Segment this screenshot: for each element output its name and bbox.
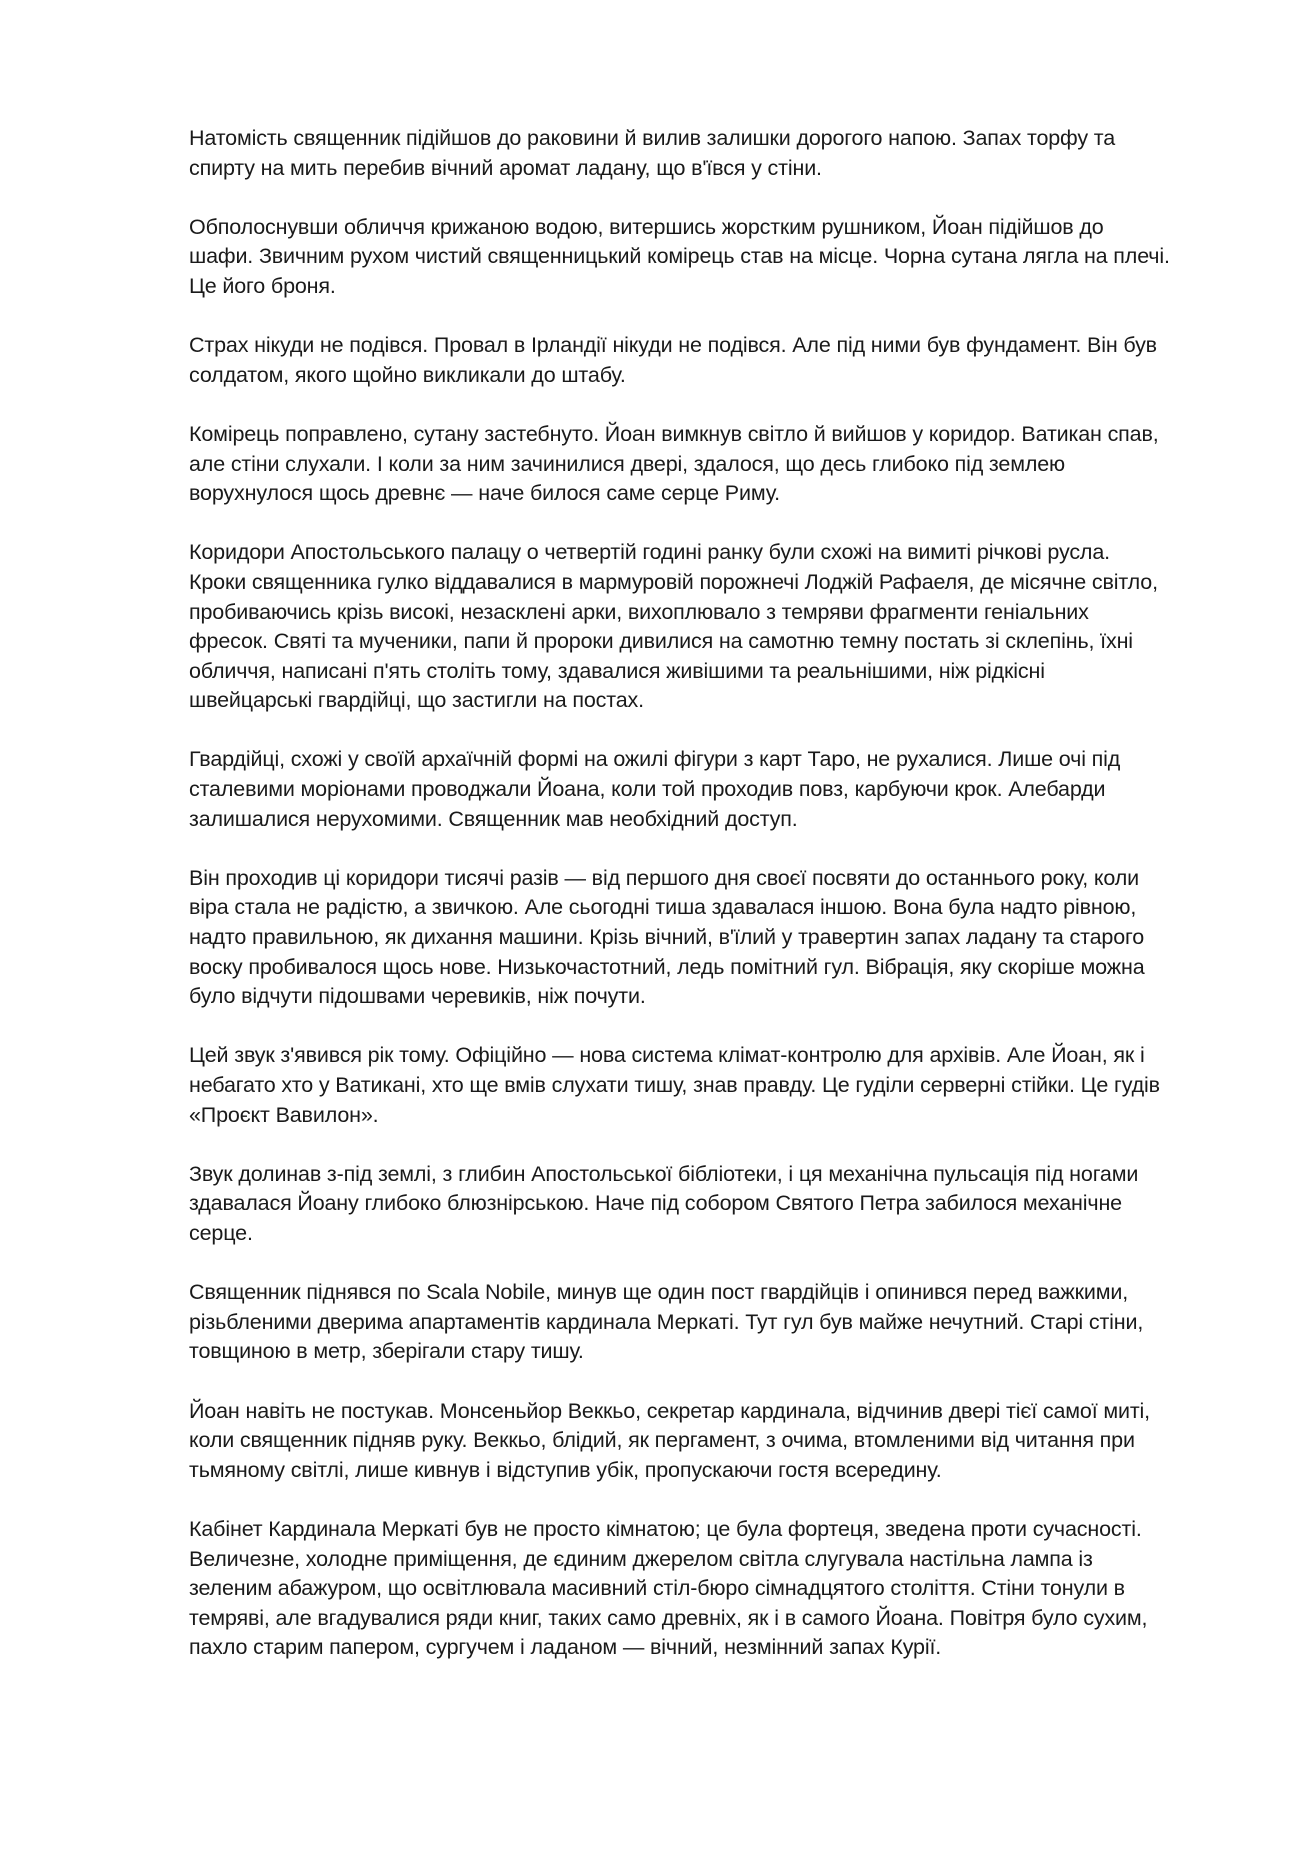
- paragraph: Кабінет Кардинала Меркаті був не просто кімнатою; це була фортеця, зведена проти сучасності. Величезне, холодне приміщення, де єдиним джерелом світла слугувала настільна лампа із зеленим абажуром, що освітлювала масивний стіл-бюро сімнадцятого століття. Стіни тонули в темряві, але вгадувалися ряди книг, таких само древніх, як і в самого Йоана. Повітря було сухим, пахло старим папером, сургучем і ладаном — вічний, незмінний запах Курії.: [189, 1516, 1148, 1660]
- paragraph: Комірець поправлено, сутану застебнуто. Йоан вимкнув світло й вийшов у коридор. Ватикан спав, але стіни слухали. І коли за ним зачинилися двері, здалося, що десь глибоко під землею ворухнулося щось древнє — наче билося саме серце Риму.: [189, 421, 1159, 506]
- paragraph: Йоан навіть не постукав. Монсеньйор Веккьо, секретар кардинала, відчинив двері тієї самої миті, коли священник підняв руку. Веккьо, блідий, як пергамент, з очима, втомленими від читання при тьмяному світлі, лише кивнув і відступив убік, пропускаючи гостя всередину.: [189, 1398, 1150, 1482]
- paragraph: Обполоснувши обличчя крижаною водою, витершись жорстким рушником, Йоан підійшов до шафи. Звичним рухом чистий священницький комірець став на місце. Чорна сутана лягла на плечі. Це його броня.: [189, 214, 1170, 298]
- document-body: [189, 124, 1229, 1692]
- paragraph: Коридори Апостольського палацу о четвертій годині ранку були схожі на вимиті річкові русла. Кроки священника гулко віддавалися в мармуровій порожнечі Лоджій Рафаеля, де місячне світло, пробиваючись крізь високі, незасклені арки, вихоплювало з темряви фрагменти геніальних фресок. Святі та мученики, папи й пророки дивилися на самотню темну постать зі склепінь, їхні обличчя, написані п'ять століть тому, здавалися живішими та реальнішими, ніж рідкісні швейцарські гвардійці, що застигли на постах.: [189, 540, 1158, 713]
- paragraph: Натомість священник підійшов до раковини й вилив залишки дорогого напою. Запах торфу та спирту на мить перебив вічний аромат ладану, що в'ївся у стіни.: [189, 126, 1116, 180]
- paragraph: Цей звук з'явився рік тому. Офіційно — нова система клімат-контролю для архівів. Але Йоан, як і небагато хто у Ватикані, хто ще вмів слухати тишу, знав правду. Це гуділи серверні стійки. Це гудів «Проєкт Вавилон».: [189, 1043, 1160, 1127]
- paragraph: Звук долинав з-під землі, з глибин Апостольської бібліотеки, і ця механічна пульсація під ногами здавалася Йоану глибоко блюзнірською. Наче під собором Святого Петра забилося механічне серце.: [189, 1161, 1139, 1245]
- paragraph: Він проходив ці коридори тисячі разів — від першого дня своєї посвяти до останнього року, коли віра стала не радістю, а звичкою. Але сьогодні тиша здавалася іншою. Вона була надто рівною, надто правильною, як дихання машини. Крізь вічний, в'їлий у травертин запах ладану та старого воску пробивалося щось нове. Низькочастотний, ледь помітний гул. Вібрація, яку скоріше можна було відчути підошвами черевиків, ніж почути.: [189, 865, 1145, 1009]
- paragraph: Священник піднявся по Scala Nobile, минув ще один пост гвардійців і опинився перед важкими, різьбленими дверима апартаментів кардинала Меркаті. Тут гул був майже нечутний. Старі стіни, товщиною в метр, зберігали стару тишу.: [189, 1280, 1144, 1364]
- paragraph: Гвардійці, схожі у своїй архаїчній формі на ожилі фігури з карт Таро, не рухалися. Лише очі під сталевими моріонами проводжали Йоана, коли той проходив повз, карбуючи крок. Алебарди залишалися нерухомими. Священник мав необхідний доступ.: [189, 747, 1121, 831]
- paragraph: Страх нікуди не подівся. Провал в Ірландії нікуди не подівся. Але під ними був фундамент. Він був солдатом, якого щойно викликали до штабу.: [189, 333, 1157, 387]
